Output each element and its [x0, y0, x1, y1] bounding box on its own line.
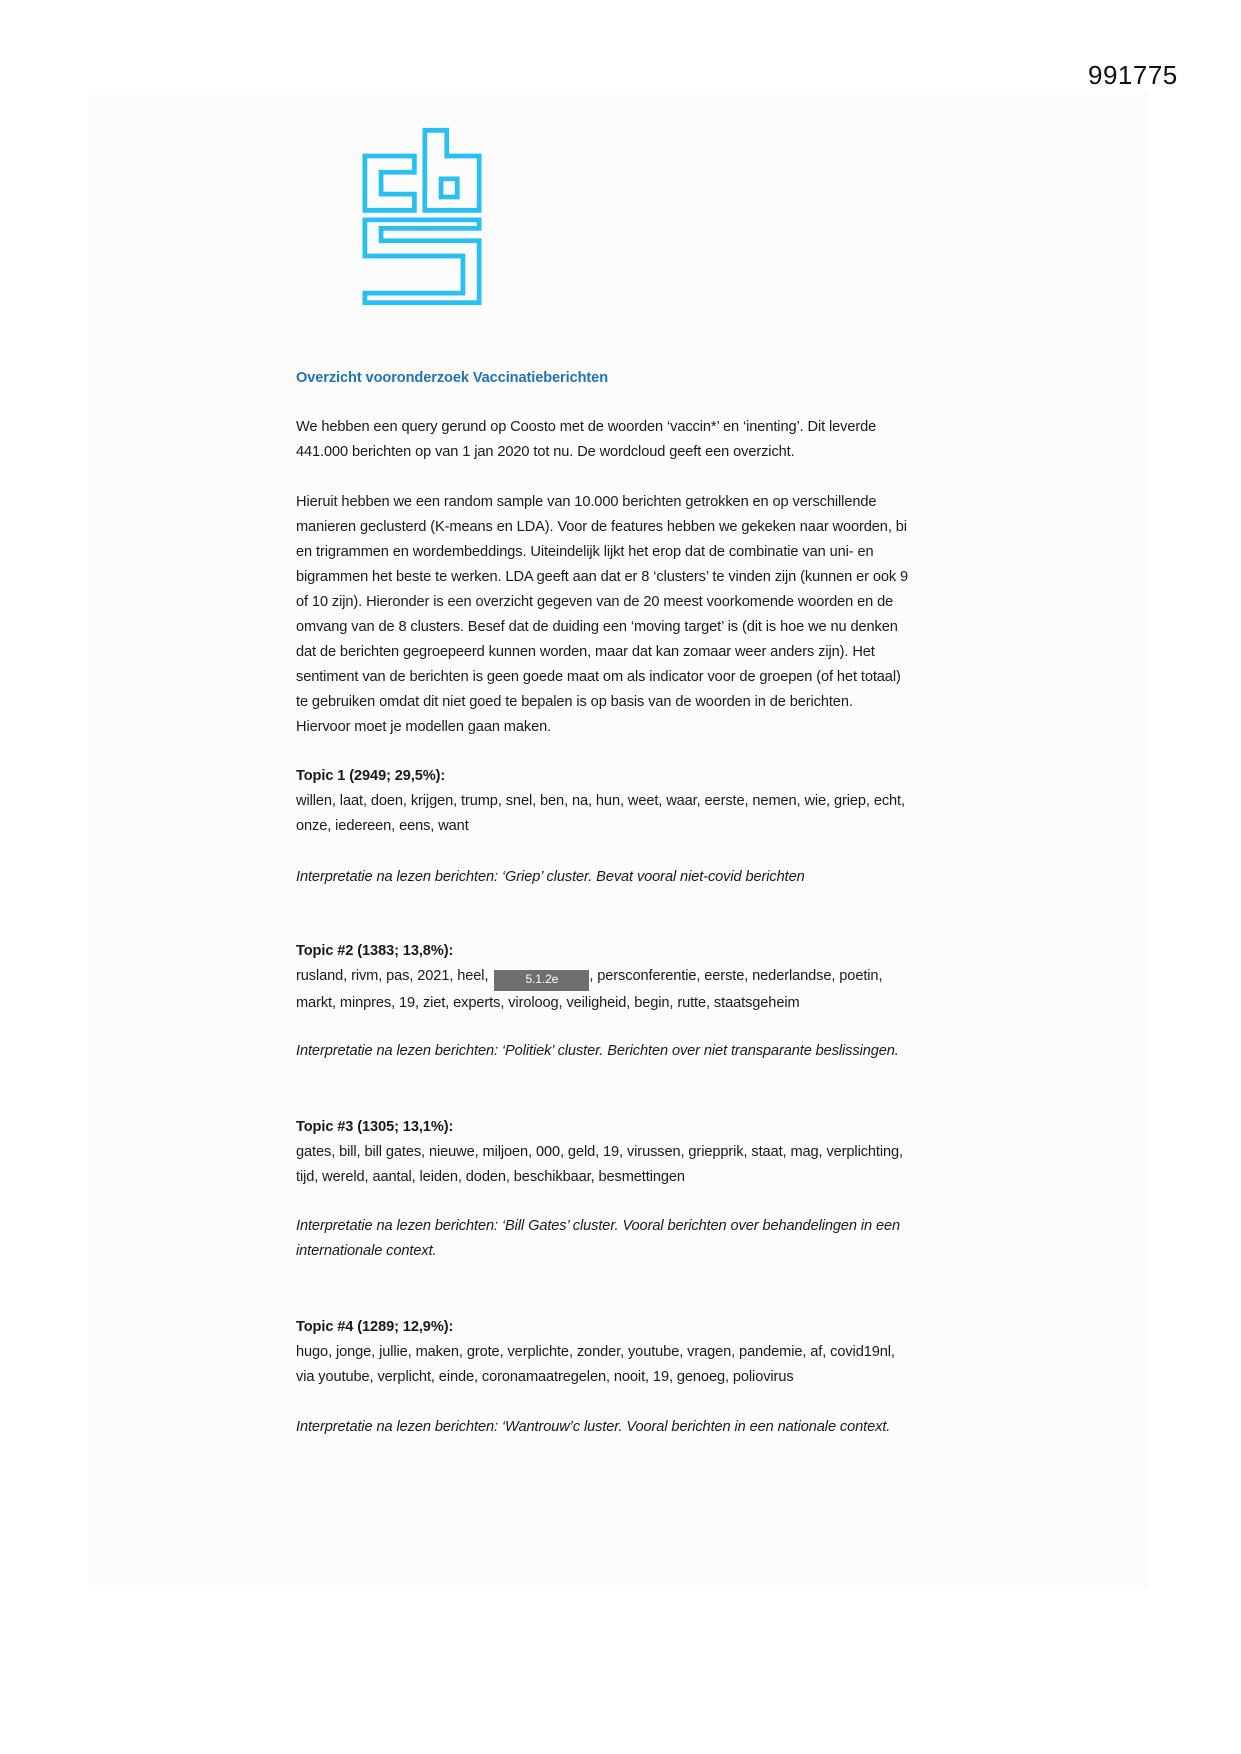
topic-words: willen, laat, doen, krijgen, trump, snel, ben, na, hun, weet, waar, eerste, nemen, wie, griep, echt,: [296, 793, 905, 809]
topic-words: gates, bill, bill gates, nieuwe, miljoen, 000, geld, 19, virussen, griepprik, staat, mag, verplichting,: [296, 1144, 904, 1160]
topic-words: onze, iedereen, eens, want: [296, 818, 469, 834]
text-line: internationale context.: [296, 1243, 437, 1259]
text-line: omvang van de 8 clusters. Besef dat de duiding een ‘moving target’ is (dit is hoe we nu denken: [296, 619, 898, 635]
text-line: Interpretatie na lezen berichten: ‘Bill Gates’ cluster. Vooral berichten over behandelingen in een: [296, 1218, 901, 1234]
topic-heading: Topic #2 (1383; 13,8%):: [296, 943, 454, 959]
topic-heading: Topic #4 (1289; 12,9%):: [296, 1319, 454, 1335]
text-line: Hieruit hebben we een random sample van 10.000 berichten getrokken en op verschillende: [296, 494, 877, 510]
topic-heading: Topic 1 (2949; 29,5%):: [296, 768, 446, 784]
topic-words: hugo, jonge, jullie, maken, grote, verplichte, zonder, youtube, vragen, pandemie, af, covid19nl,: [296, 1344, 895, 1360]
topic-4: [296, 1315, 1016, 1390]
document-number: 991775: [1088, 60, 1178, 90]
text-line: dat de berichten gegroepeerd kunnen worden, maar dat kan zomaar weer anders zijn). Het: [296, 644, 875, 660]
topic-3: [296, 1115, 1016, 1190]
redaction-box: 5.1.2e: [494, 970, 589, 991]
document-title: Overzicht vooronderzoek Vaccinatieberichten: [296, 370, 609, 386]
topic-1: [296, 764, 1016, 839]
topic-1-interpretation: Interpretatie na lezen berichten: ‘Griep’ cluster. Bevat vooral niet-covid berichten: [296, 869, 805, 885]
topic-words-after-redaction: , persconferentie, eerste, nederlandse, poetin,: [589, 968, 883, 984]
topic-words: tijd, wereld, aantal, leiden, doden, beschikbaar, besmettingen: [296, 1169, 685, 1185]
text-line: 441.000 berichten op van 1 jan 2020 tot nu. De wordcloud geeft een overzicht.: [296, 444, 795, 460]
text-line: en trigrammen en wordembeddings. Uiteindelijk lijkt het erop dat de combinatie van uni- en: [296, 544, 874, 560]
text-line: of 10 zijn). Hieronder is een overzicht gegeven van de 20 meest voorkomende woorden en de: [296, 594, 894, 610]
text-line: bigrammen het beste te werken. LDA geeft aan dat er 8 ‘clusters’ te vinden zijn (kunnen er ook 9: [296, 569, 909, 585]
topic-heading: Topic #3 (1305; 13,1%):: [296, 1119, 454, 1135]
method-paragraph: [296, 490, 1016, 740]
cbs-logo: [362, 126, 482, 307]
topic-words: markt, minpres, 19, ziet, experts, viroloog, veiligheid, begin, rutte, staatsgeheim: [296, 995, 800, 1011]
text-line: Hiervoor moet je modellen gaan maken.: [296, 719, 552, 735]
topic-2: [296, 939, 1016, 1016]
topic-words: via youtube, verplicht, einde, coronamaatregelen, nooit, 19, genoeg, poliovirus: [296, 1369, 794, 1385]
text-line: We hebben een query gerund op Coosto met de woorden ‘vaccin*’ en ‘inenting’. Dit leverde: [296, 419, 877, 435]
topic-3-interpretation: [296, 1214, 1016, 1264]
topic-words: [296, 964, 1016, 991]
topic-words-before-redaction: rusland, rivm, pas, 2021, heel,: [296, 968, 493, 984]
topic-2-interpretation: Interpretatie na lezen berichten: ‘Politiek’ cluster. Berichten over niet transparante beslissingen.: [296, 1043, 899, 1059]
text-line: te gebruiken omdat dit niet goed te bepalen is op basis van de woorden in de berichten.: [296, 694, 853, 710]
topic-4-interpretation: Interpretatie na lezen berichten: ‘Wantrouw’c luster. Vooral berichten in een nationale context.: [296, 1419, 891, 1435]
intro-paragraph: [296, 415, 1016, 465]
text-line: sentiment van de berichten is geen goede maat om als indicator voor de groepen (of het totaal): [296, 669, 901, 685]
text-line: manieren geclusterd (K-means en LDA). Voor de features hebben we gekeken naar woorden, bi: [296, 519, 907, 535]
